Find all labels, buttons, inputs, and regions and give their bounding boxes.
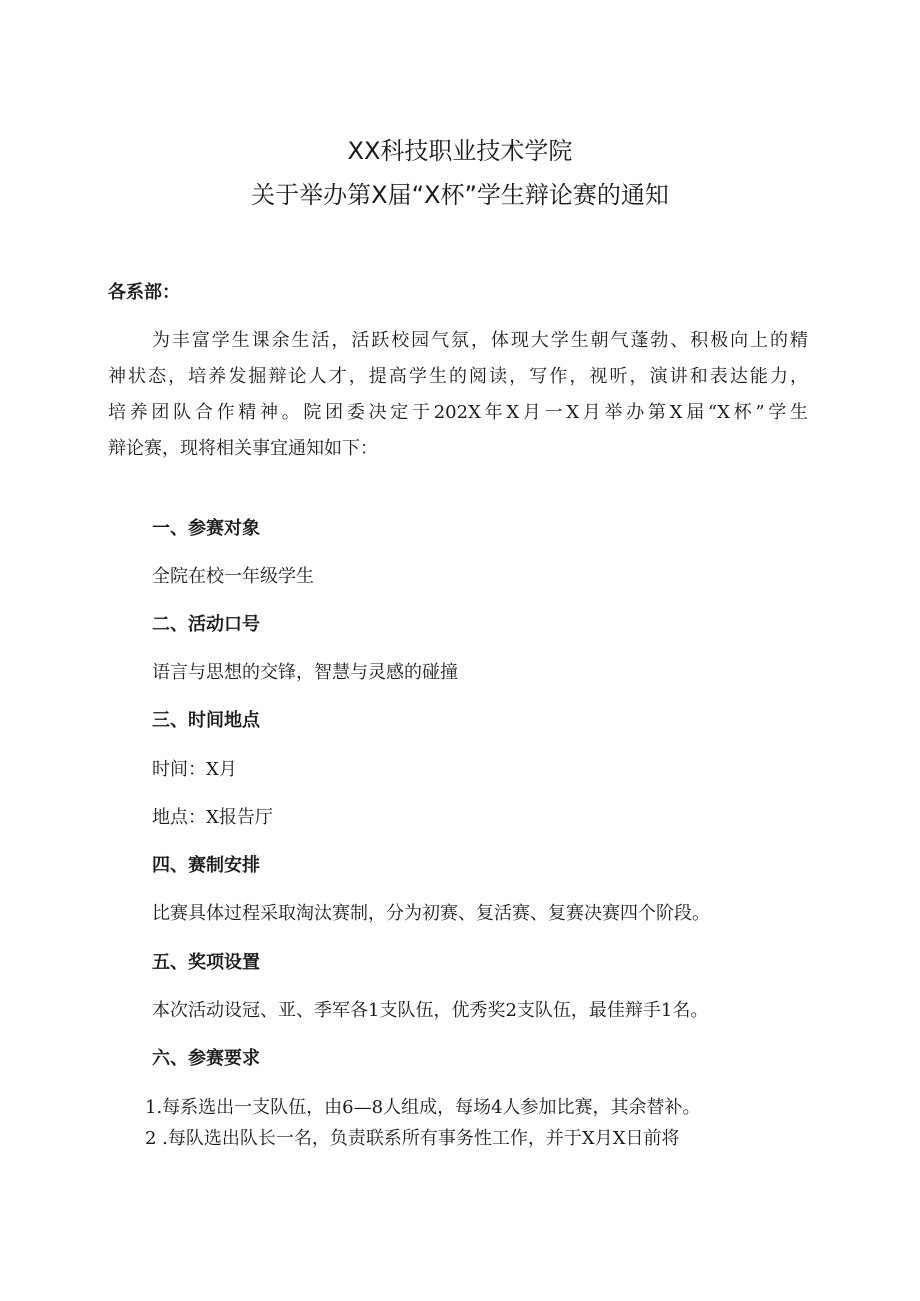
intro-line: 培养团队合作精神。院团委决定于202X年X月一X月举办第X届“X杯”学生 [108, 402, 808, 423]
salutation: 各系部： [108, 282, 180, 303]
section-text: 语言与思想的交锋，智慧与灵感的碰撞 [152, 662, 458, 683]
section-text: 全院在校一年级学生 [152, 566, 314, 587]
section-heading-slogan: 二、活动口号 [152, 614, 260, 635]
document-title-notice: 关于举办第X届“X杯”学生辩论赛的通知 [251, 181, 669, 209]
section-heading-awards: 五、奖项设置 [152, 952, 260, 973]
requirement-item: 1.每系选出一支队伍，由6—8人组成，每场4人参加比赛，其余替补。 [145, 1097, 701, 1118]
section-heading-time-place: 三、时间地点 [152, 710, 260, 731]
intro-line: 辩论赛，现将相关事宜通知如下： [108, 438, 378, 459]
section-heading-participants: 一、参赛对象 [152, 518, 260, 539]
section-heading-requirements: 六、参赛要求 [152, 1048, 260, 1069]
section-text: 比赛具体过程采取淘汰赛制，分为初赛、复活赛、复赛决赛四个阶段。 [152, 903, 710, 924]
requirement-item: 2 .每队选出队长一名，负责联系所有事务性工作，并于X月X日前将 [145, 1128, 680, 1149]
intro-line: 为丰富学生课余生活，活跃校园气氛，体现大学生朝气蓬勃、积极向上的精 [152, 330, 808, 351]
section-text-place: 地点：X报告厅 [152, 807, 273, 828]
section-heading-format: 四、赛制安排 [152, 855, 260, 876]
document-title-institution: XX科技职业技术学院 [347, 137, 573, 165]
intro-line: 神状态，培养发掘辩论人才，提高学生的阅读，写作，视听，演讲和表达能力， [108, 366, 808, 387]
section-text: 本次活动设冠、亚、季军各1支队伍，优秀奖2支队伍，最佳辩手1名。 [152, 1000, 709, 1021]
intro-paragraph [108, 323, 808, 467]
section-text-time: 时间：X月 [152, 759, 237, 780]
